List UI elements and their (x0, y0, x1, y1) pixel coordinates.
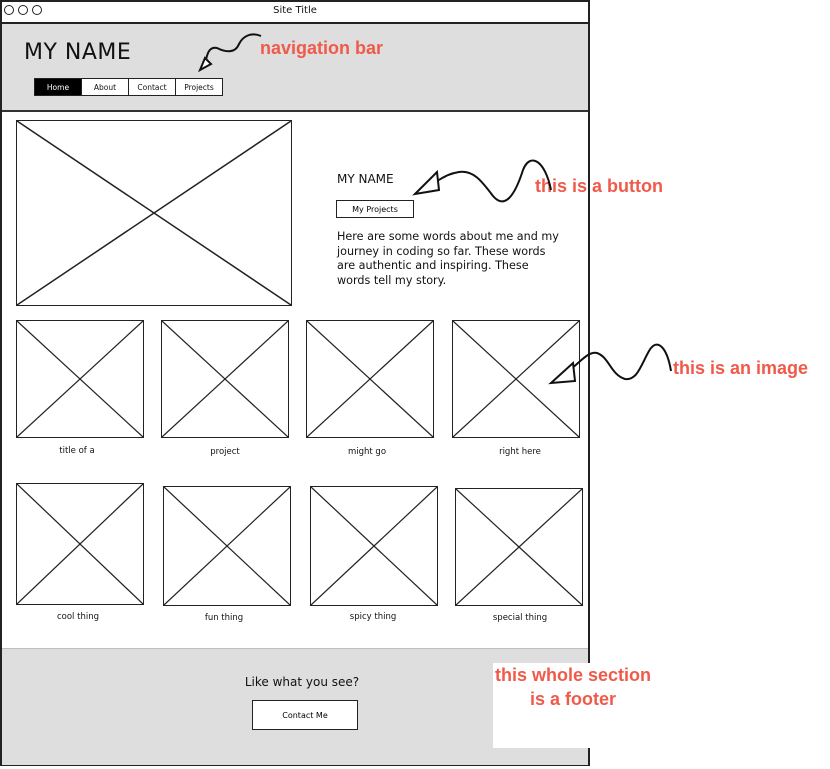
image-placeholder-icon (311, 487, 437, 605)
window-title: Site Title (273, 5, 317, 16)
image-placeholder-icon (17, 121, 291, 305)
project-caption: cool thing (56, 612, 99, 622)
footer-title: Like what you see? (244, 675, 360, 689)
project-caption: right here (499, 447, 541, 457)
project-caption: fun thing (204, 613, 244, 623)
image-placeholder-icon (164, 487, 290, 605)
arrow-icon (195, 30, 265, 75)
image-placeholder-icon (307, 321, 433, 437)
annotation-image: this is an image (673, 358, 809, 378)
project-caption: special thing (492, 613, 548, 623)
nav-about[interactable]: About (81, 78, 129, 96)
project-image[interactable] (455, 488, 583, 606)
my-projects-button[interactable]: My Projects (336, 200, 414, 218)
project-image[interactable] (306, 320, 434, 438)
arrow-icon (405, 150, 555, 220)
project-caption: project (210, 447, 240, 457)
navigation-bar (34, 78, 222, 96)
brand-title: MY NAME (24, 40, 132, 65)
image-placeholder-icon (17, 484, 143, 604)
hero-description: Here are some words about me and my journey in coding so far. These words are authentic and inspiring. These words tell my story. (337, 230, 559, 287)
project-caption: spicy thing (349, 612, 397, 622)
annotation-button: this is a button (535, 176, 663, 196)
nav-home[interactable]: Home (34, 78, 82, 96)
arrow-icon (545, 335, 675, 395)
contact-me-button[interactable]: Contact Me (252, 700, 358, 730)
project-image[interactable] (16, 320, 144, 438)
nav-contact[interactable]: Contact (128, 78, 176, 96)
title-bar (2, 2, 588, 24)
project-image[interactable] (16, 483, 144, 605)
hero-image (16, 120, 292, 306)
annotation-footer: this whole section is a footer (493, 663, 653, 748)
project-caption: title of a (59, 446, 95, 456)
project-image[interactable] (163, 486, 291, 606)
nav-projects[interactable]: Projects (175, 78, 223, 96)
image-placeholder-icon (456, 489, 582, 605)
project-image[interactable] (161, 320, 289, 438)
project-image[interactable] (310, 486, 438, 606)
annotation-navigation-bar: navigation bar (260, 38, 384, 58)
image-placeholder-icon (17, 321, 143, 437)
project-caption: might go (347, 447, 387, 457)
image-placeholder-icon (162, 321, 288, 437)
hero-name: MY NAME (337, 172, 394, 186)
